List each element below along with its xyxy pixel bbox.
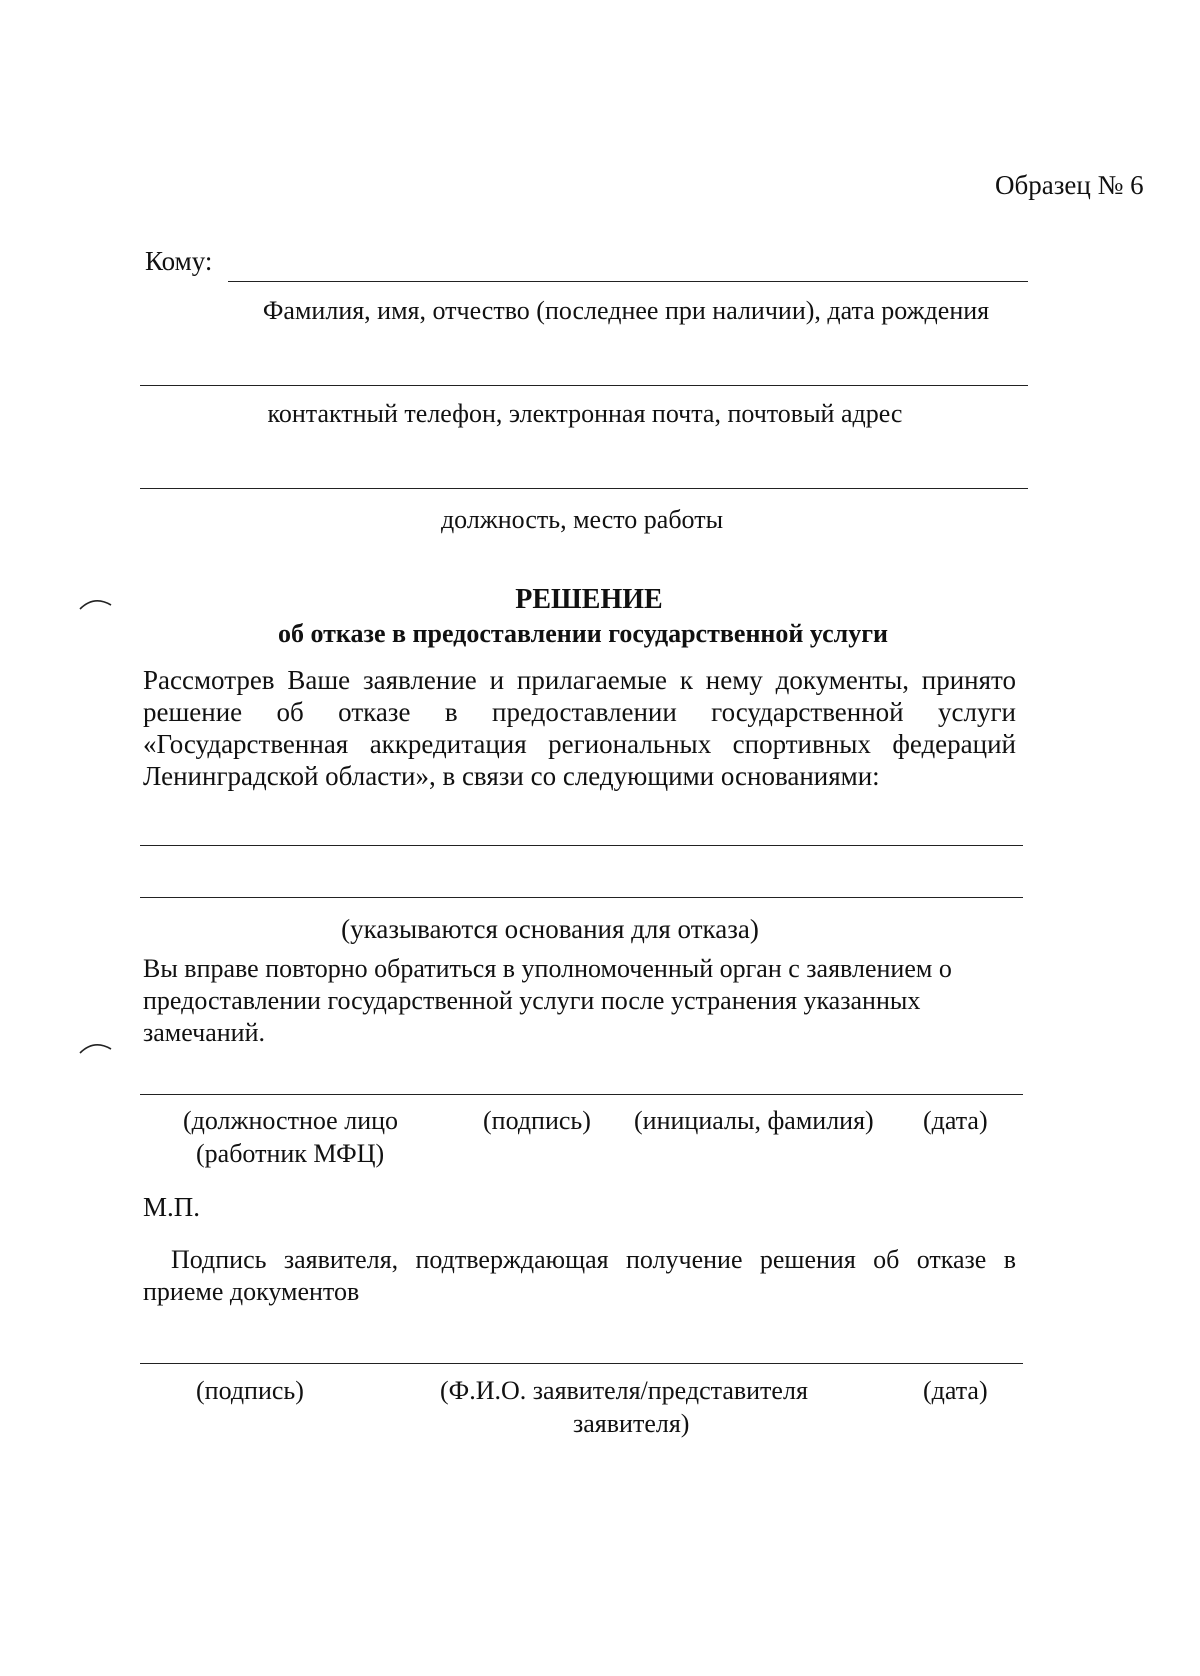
official-position-caption: (должностное лицо <box>183 1106 399 1135</box>
recipient-name-caption: Фамилия, имя, отчество (последнее при наличии), дата рождения <box>262 296 990 325</box>
document-subtitle: об отказе в предоставлении государственной услуги <box>277 619 889 648</box>
reason-line-2[interactable] <box>140 897 1023 898</box>
applicant-name-caption-2: заявителя) <box>573 1409 690 1438</box>
reasons-caption: (указываются основания для отказа) <box>341 914 759 944</box>
official-position-caption-2: (работник МФЦ) <box>196 1139 385 1168</box>
sample-number: Образец № 6 <box>995 170 1144 200</box>
applicant-name-caption: (Ф.И.О. заявителя/представителя <box>440 1376 808 1405</box>
reason-line-1[interactable] <box>140 845 1023 846</box>
retry-paragraph: Вы вправе повторно обратиться в уполномоченный орган с заявлением о предоставлении государственной услуги после устранения указанных замечаний. <box>143 954 952 1047</box>
official-signature-caption: (подпись) <box>483 1106 591 1135</box>
applicant-signature-line[interactable] <box>140 1363 1023 1364</box>
scan-mark-icon <box>78 596 114 612</box>
recipient-position-line[interactable] <box>140 488 1028 489</box>
official-signature-line[interactable] <box>140 1094 1023 1095</box>
recipient-name-line[interactable] <box>228 281 1028 282</box>
recipient-position-caption: должность, место работы <box>440 505 724 534</box>
document-title: РЕШЕНИЕ <box>515 584 663 615</box>
recipient-contacts-line[interactable] <box>140 385 1028 386</box>
recipient-contacts-caption: контактный телефон, электронная почта, почтовый адрес <box>267 399 903 428</box>
to-label: Кому: <box>145 246 213 276</box>
stamp-place: М.П. <box>143 1192 201 1222</box>
official-date-caption: (дата) <box>923 1106 988 1135</box>
applicant-signature-caption: (подпись) <box>196 1376 304 1405</box>
applicant-date-caption: (дата) <box>923 1376 988 1405</box>
scan-mark-icon <box>78 1040 114 1056</box>
applicant-paragraph: Подпись заявителя, подтверждающая получение решения об отказе в приеме документов <box>143 1245 1016 1306</box>
decision-paragraph: Рассмотрев Ваше заявление и прилагаемые к нему документы, принято решение об отказе в предоставлении государственной услуги «Государственная аккредитация региональных спортивных федераций Ленинградской области», в связи со следующими основаниями: <box>143 665 1016 791</box>
official-initials-caption: (инициалы, фамилия) <box>634 1106 874 1135</box>
